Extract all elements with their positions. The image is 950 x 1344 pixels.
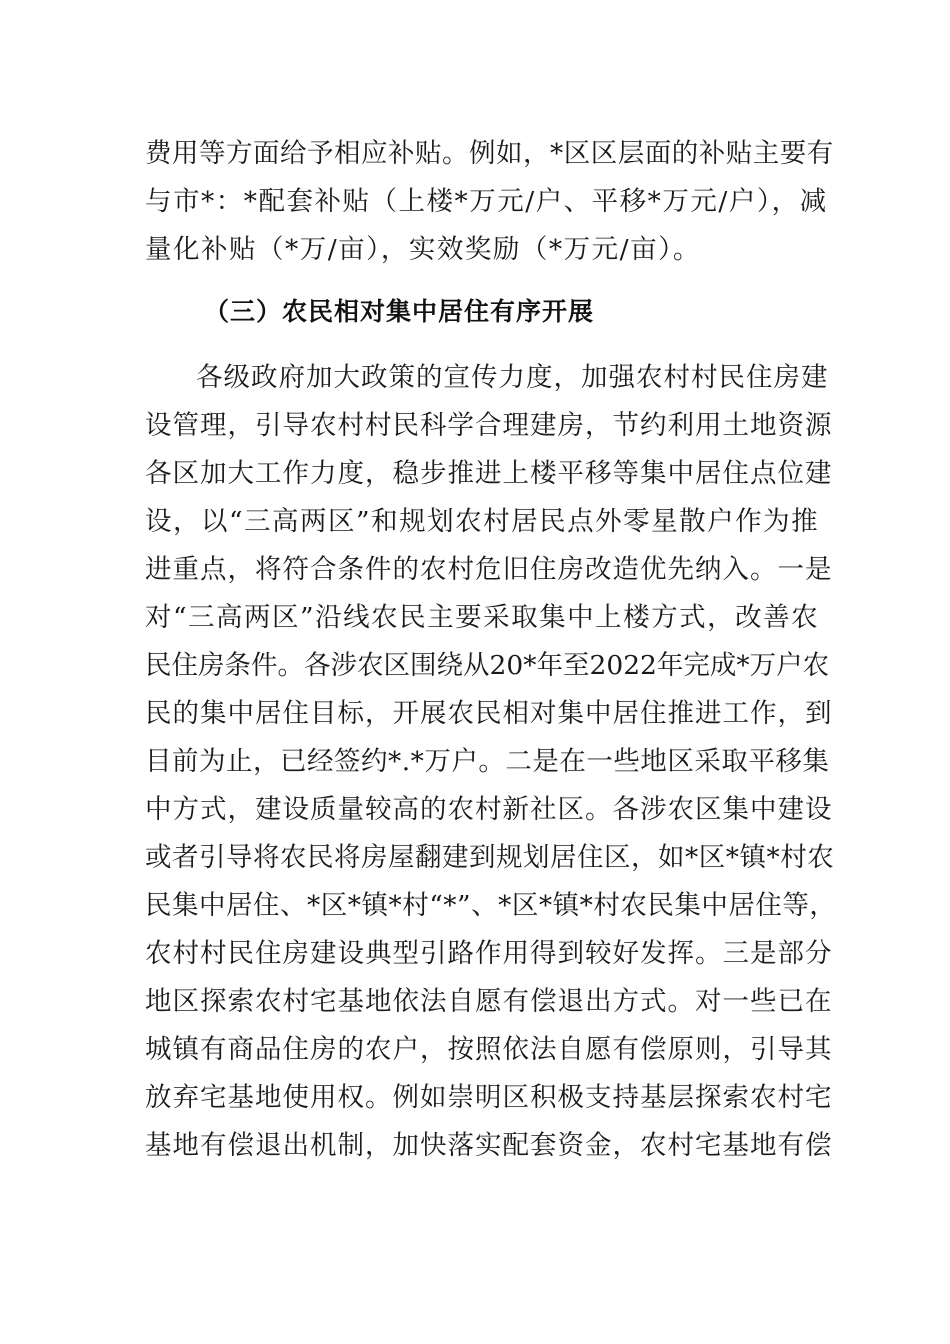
paragraph-line: 各级政府加大政策的宣传力度，加强农村村民住房建 <box>196 362 829 393</box>
paragraph-line: 各区加大工作力度，稳步推进上楼平移等集中居住点位建 <box>145 458 833 489</box>
paragraph-line: 设，以“三高两区”和规划农村居民点外零星散户作为推 <box>145 506 820 537</box>
paragraph-line: 目前为止，已经签约*.*万户。二是在一些地区采取平移集 <box>145 746 830 777</box>
paragraph-line: 基地有偿退出机制，加快落实配套资金，农村宅基地有偿 <box>145 1130 833 1161</box>
paragraph-line: 民集中居住、*区*镇*村“*”、*区*镇*村农民集中居住等， <box>145 890 837 921</box>
paragraph-line: 与市*：*配套补贴（上楼*万元/户、平移*万元/户），减 <box>145 186 828 217</box>
paragraph-line: 地区探索农村宅基地依法自愿有偿退出方式。对一些已在 <box>145 986 833 1017</box>
paragraph-line: 城镇有商品住房的农户，按照依法自愿有偿原则，引导其 <box>145 1034 833 1065</box>
paragraph-line: 民住房条件。各涉农区围绕从20*年至2022年完成*万户农 <box>145 650 830 681</box>
paragraph-line: 对“三高两区”沿线农民主要采取集中上楼方式，改善农 <box>145 602 820 633</box>
paragraph-line: 设管理，引导农村村民科学合理建房，节约利用土地资源 <box>145 410 833 441</box>
paragraph-line: 量化补贴（*万/亩），实效奖励（*万元/亩）。 <box>145 234 701 265</box>
paragraph-line: 费用等方面给予相应补贴。例如，*区区层面的补贴主要有 <box>145 138 834 169</box>
paragraph-line: 民的集中居住目标，开展农民相对集中居住推进工作，到 <box>145 698 833 729</box>
paragraph-line: 农村村民住房建设典型引路作用得到较好发挥。三是部分 <box>145 938 833 969</box>
paragraph-line: 进重点，将符合条件的农村危旧住房改造优先纳入。一是 <box>145 554 833 585</box>
section-heading: （三）农民相对集中居住有序开展 <box>204 297 595 326</box>
paragraph-line: 或者引导将农民将房屋翻建到规划居住区，如*区*镇*村农 <box>145 842 835 873</box>
paragraph-line: 放弃宅基地使用权。例如崇明区积极支持基层探索农村宅 <box>145 1082 833 1113</box>
paragraph-line: 中方式，建设质量较高的农村新社区。各涉农区集中建设 <box>145 794 833 825</box>
